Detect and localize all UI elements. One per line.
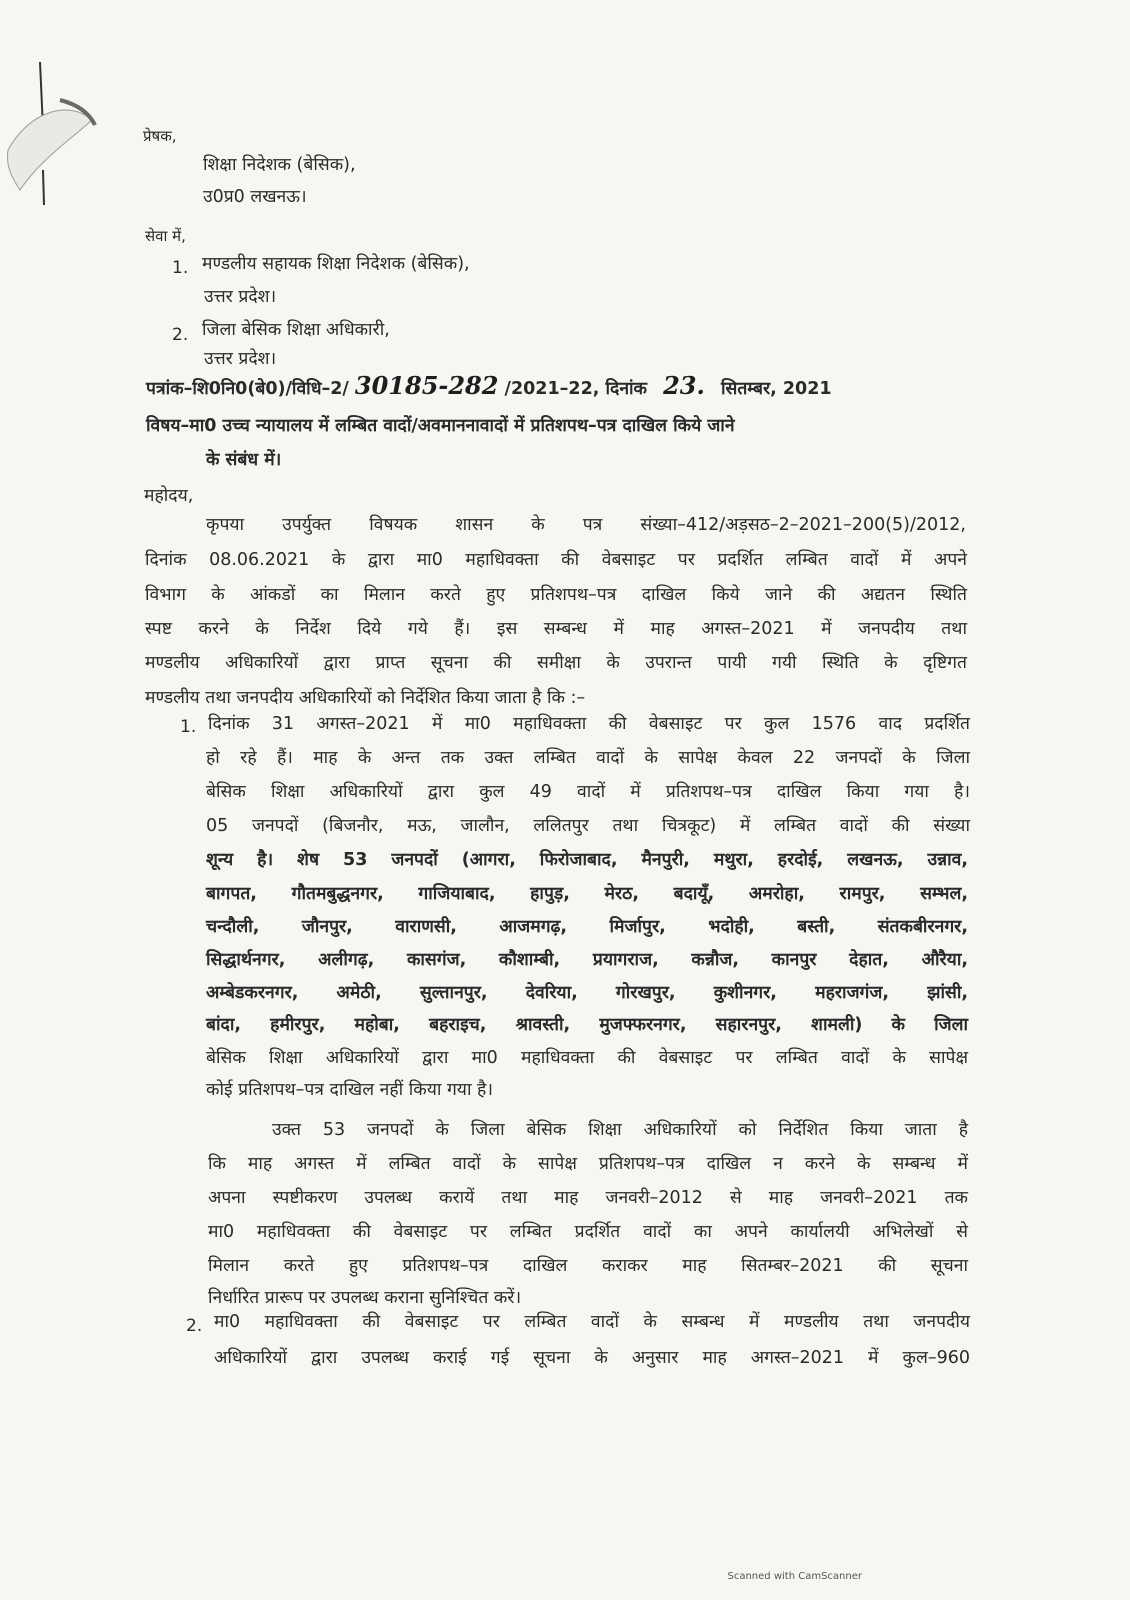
reference-line (146, 371, 832, 401)
point-1-district-line: शून्य है। शेष 53 जनपदों (आगरा, फिरोजाबाद, मैनपुरी, मथुरा, हरदोई, लखनऊ, उन्नाव, (206, 850, 968, 870)
point-1-para2-line: कि माह अगस्त में लम्बित वादों के सापेक्ष प्रतिशपथ–पत्र दाखिल न करने के सम्बन्ध में (208, 1154, 968, 1174)
reference-handwritten-day: 23. (663, 371, 705, 400)
recipient-2-number: 2. (172, 325, 189, 345)
scanner-watermark: Scanned with CamScanner (727, 1571, 862, 1582)
reference-mid: /2021–22, दिनांक (504, 379, 647, 399)
scan-margin-mark (0, 0, 120, 260)
point-2-line: अधिकारियों द्वारा उपलब्ध कराई गई सूचना के अनुसार माह अगस्त–2021 में कुल–960 (214, 1348, 970, 1368)
point-1-line: बेसिक शिक्षा अधिकारियों द्वारा कुल 49 वादों में प्रतिशपथ–पत्र दाखिल किया गया है। (206, 782, 970, 802)
reference-prefix: पत्रांक–शि0नि0(बे0)/विधि–2/ (146, 379, 349, 399)
point-1-para2-line: मिलान करते हुए प्रतिशपथ–पत्र दाखिल कराकर माह सितम्बर–2021 की सूचना (208, 1256, 968, 1276)
point-1-line: 05 जनपदों (बिजनौर, मऊ, जालौन, ललितपुर तथा चित्रकूट) में लम्बित वादों की संख्या (206, 816, 970, 836)
sender-line-2: उ0प्र0 लखनऊ। (203, 187, 307, 207)
point-2-number: 2. (186, 1316, 203, 1336)
point-1-district-line: बागपत, गौतमबुद्धनगर, गाजियाबाद, हापुड़, मेरठ, बदायूँ, अमरोहा, रामपुर, सम्भल, (206, 884, 968, 904)
point-1-number: 1. (180, 717, 197, 737)
sender-label: प्रेषक, (143, 127, 177, 145)
point-2-line: मा0 महाधिवक्ता की वेबसाइट पर लम्बित वादों के सम्बन्ध में मण्डलीय तथा जनपदीय (214, 1312, 970, 1332)
point-1-para2-line: उक्त 53 जनपदों के जिला बेसिक शिक्षा अधिकारियों को निर्देशित किया जाता है (272, 1120, 968, 1140)
reference-handwritten-number: 30185-282 (354, 371, 499, 400)
point-1-line: दिनांक 31 अगस्त–2021 में मा0 महाधिवक्ता की वेबसाइट पर कुल 1576 वाद प्रदर्शित (208, 714, 970, 734)
sender-line-1: शिक्षा निदेशक (बेसिक), (203, 155, 356, 175)
recipient-2-line-1: जिला बेसिक शिक्षा अधिकारी, (202, 320, 390, 340)
subject-line-1: विषय–मा0 उच्च न्यायालय में लम्बित वादों/अवमाननावादों में प्रतिशपथ–पत्र दाखिल किये जाने (146, 416, 735, 436)
intro-line: स्पष्ट करने के निर्देश दिये गये हैं। इस सम्बन्ध में माह अगस्त–2021 में जनपदीय तथा (145, 619, 967, 639)
salutation: महोदय, (144, 486, 194, 506)
recipient-2-line-2: उत्तर प्रदेश। (204, 349, 277, 369)
point-1-district-line: बांदा, हमीरपुर, महोबा, बहराइच, श्रावस्ती, मुजफ्फरनगर, सहारनपुर, शामली) के जिला (206, 1015, 968, 1035)
recipient-1-number: 1. (172, 258, 189, 278)
point-1-para2-line: अपना स्पष्टीकरण उपलब्ध करायें तथा माह जनवरी–2012 से माह जनवरी–2021 तक (208, 1188, 968, 1208)
point-1-district-line: अम्बेडकरनगर, अमेठी, सुल्तानपुर, देवरिया, गोरखपुर, कुशीनगर, महराजगंज, झांसी, (206, 983, 968, 1003)
recipient-1-line-1: मण्डलीय सहायक शिक्षा निदेशक (बेसिक), (202, 254, 470, 274)
point-1-para2-line: निर्धारित प्रारूप पर उपलब्ध कराना सुनिश्चित करें। (208, 1288, 522, 1308)
intro-line: मण्डलीय अधिकारियों द्वारा प्राप्त सूचना की समीक्षा के उपरान्त पायी गयी स्थिति के दृष्टिगत (145, 653, 967, 673)
intro-line: दिनांक 08.06.2021 के द्वारा मा0 महाधिवक्ता की वेबसाइट पर प्रदर्शित लम्बित वादों में अपने (145, 550, 967, 570)
point-1-district-line: चन्दौली, जौनपुर, वाराणसी, आजमगढ़, मिर्जापुर, भदोही, बस्ती, संतकबीरनगर, (206, 917, 968, 937)
point-1-line: हो रहे हैं। माह के अन्त तक उक्त लम्बित वादों के सापेक्ष केवल 22 जनपदों के जिला (206, 748, 970, 768)
point-1-district-line: सिद्धार्थनगर, अलीगढ़, कासगंज, कौशाम्बी, प्रयागराज, कन्नौज, कानपुर देहात, औरैया, (206, 950, 968, 970)
recipients-label: सेवा में, (145, 227, 186, 245)
point-1-tail-line: बेसिक शिक्षा अधिकारियों द्वारा मा0 महाधिवक्ता की वेबसाइट पर लम्बित वादों के सापेक्ष (206, 1048, 968, 1068)
intro-line: विभाग के आंकडों का मिलान करते हुए प्रतिशपथ–पत्र दाखिल किये जाने की अद्यतन स्थिति (145, 585, 967, 605)
point-1-para2-line: मा0 महाधिवक्ता की वेबसाइट पर लम्बित प्रदर्शित वादों का अपने कार्यालयी अभिलेखों से (208, 1222, 968, 1242)
intro-line: मण्डलीय तथा जनपदीय अधिकारियों को निर्देशित किया जाता है कि :– (145, 688, 586, 708)
recipient-1-line-2: उत्तर प्रदेश। (204, 287, 277, 307)
reference-suffix: सितम्बर, 2021 (720, 379, 832, 399)
subject-line-2: के संबंध में। (206, 450, 282, 470)
intro-line: कृपया उपर्युक्त विषयक शासन के पत्र संख्या–412/अड़सठ–2–2021–200(5)/2012, (206, 515, 966, 535)
point-1-tail-line: कोई प्रतिशपथ–पत्र दाखिल नहीं किया गया है। (206, 1080, 493, 1100)
